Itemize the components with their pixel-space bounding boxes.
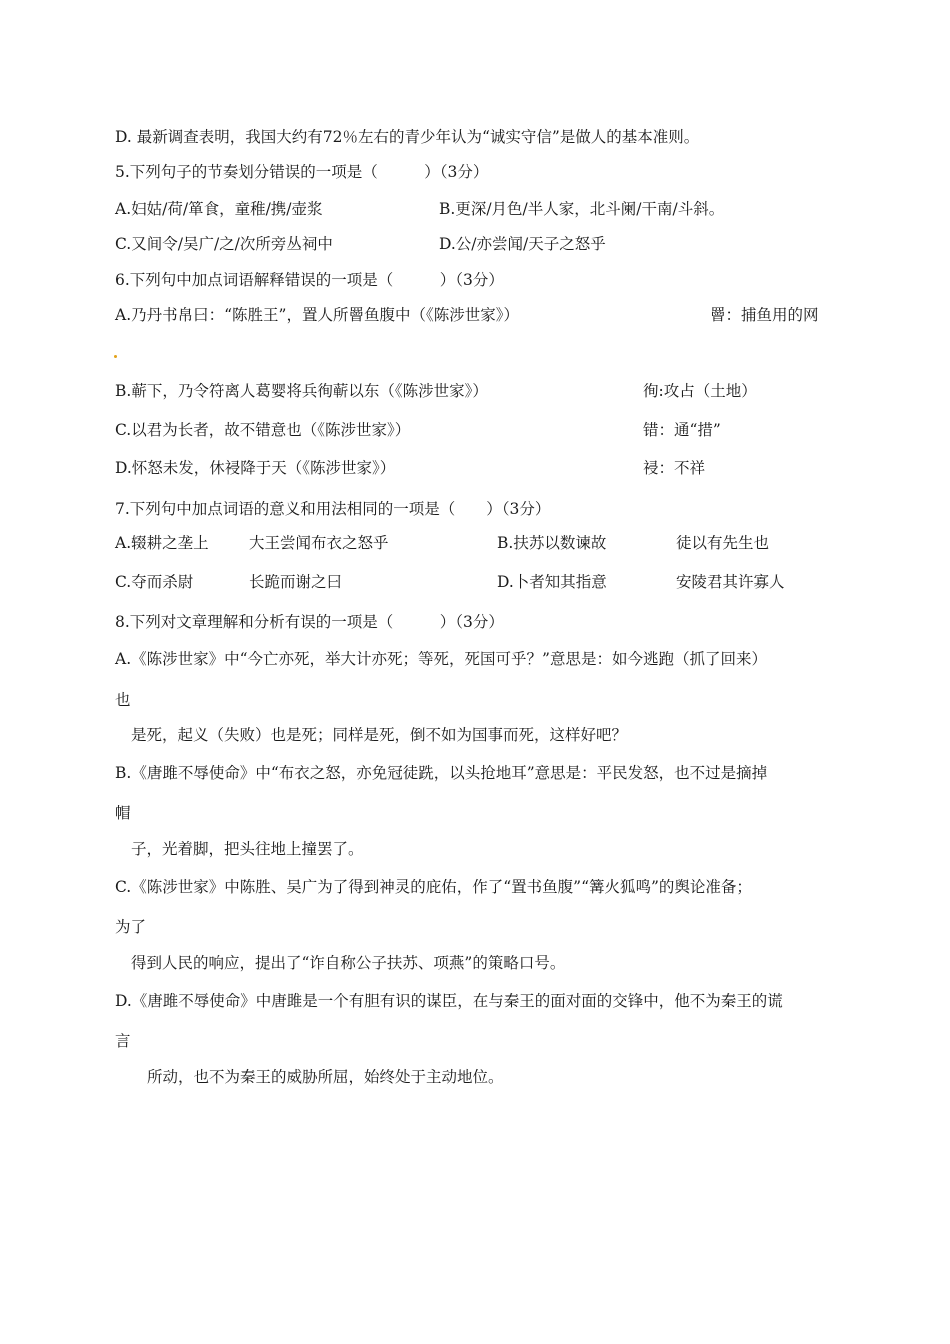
q6-option-c: C.以君为长者，故不错意也（《陈涉世家》）	[115, 421, 411, 439]
q8-option-b-wrap: 帽	[115, 804, 131, 822]
q6-option-a-gloss: 罾：捕鱼用的网	[710, 306, 819, 324]
q8-option-c-cont: 得到人民的响应，提出了“诈自称公子扶苏、项燕”的策略口号。	[131, 954, 566, 972]
q6-option-b-gloss: 徇:攻占（土地）	[643, 382, 757, 400]
question-5: 5.下列句子的节奏划分错误的一项是（ ）（3分）	[115, 163, 489, 181]
question-8: 8.下列对文章理解和分析有误的一项是（ ）（3分）	[115, 613, 504, 631]
q8-option-a-wrap: 也	[115, 691, 131, 709]
q5-option-c: C.又间令/吴广/之/次所旁丛祠中	[115, 235, 333, 253]
q7-option-a-right: 大王尝闻布衣之怒乎	[249, 534, 389, 552]
q8-option-d-cont: 所动，也不为秦王的威胁所屈，始终处于主动地位。	[147, 1068, 504, 1086]
question-7: 7.下列句中加点词语的意义和用法相同的一项是（ ）（3分）	[115, 500, 551, 518]
q8-option-b: B.《唐雎不辱使命》中“布衣之怒，亦免冠徒跣，以头抢地耳”意思是：平民发怒，也不过是摘掉	[115, 764, 768, 782]
q7-option-b-right: 徒以有先生也	[676, 534, 770, 552]
q8-option-d-wrap: 言	[115, 1032, 131, 1050]
q7-option-c-right: 长跪而谢之曰	[249, 573, 343, 591]
q8-option-a: A.《陈涉世家》中“今亡亦死，举大计亦死；等死，死国可乎？”意思是：如今逃跑（抓了回来）	[115, 650, 767, 668]
q7-option-d-right: 安陵君其许寡人	[676, 573, 785, 591]
q7-option-b-left: B.扶苏以数谏故	[497, 534, 607, 552]
q7-option-c-left: C.夺而杀尉	[115, 573, 194, 591]
q8-option-a-cont: 是死，起义（失败）也是死；同样是死，倒不如为国事而死，这样好吧？	[131, 726, 628, 744]
q5-option-a: A.妇姑/荷/箪食，童稚/携/壶浆	[115, 200, 323, 218]
q7-option-d-left: D.卜者知其指意	[497, 573, 607, 591]
option-d-statement: D. 最新调查表明，我国大约有72％左右的青少年认为“诚实守信”是做人的基本准则。	[115, 128, 700, 146]
q8-option-c-wrap: 为了	[115, 918, 147, 936]
q6-option-d-gloss: 祲：不祥	[643, 459, 706, 477]
q5-option-b: B.更深/月色/半人家，北斗阑/干南/斗斜。	[439, 200, 725, 218]
q6-option-b: B.蕲下，乃令符离人葛婴将兵徇蕲以东（《陈涉世家》）	[115, 382, 488, 400]
stray-dot-mark	[114, 355, 117, 358]
q8-option-b-cont: 子，光着脚，把头往地上撞罢了。	[131, 840, 364, 858]
q6-option-c-gloss: 错：通“措”	[643, 421, 721, 439]
q8-option-c: C.《陈涉世家》中陈胜、吴广为了得到神灵的庇佑，作了“置书鱼腹”“篝火狐鸣”的舆论准备；	[115, 878, 752, 896]
q6-option-a: A.乃丹书帛曰：“陈胜王”，置人所罾鱼腹中（《陈涉世家》）	[115, 306, 519, 324]
q8-option-d: D.《唐雎不辱使命》中唐雎是一个有胆有识的谋臣，在与秦王的面对面的交锋中，他不为秦王的谎	[115, 992, 783, 1010]
q5-option-d: D.公/亦尝闻/天子之怒乎	[439, 235, 606, 253]
q7-option-a-left: A.辍耕之垄上	[115, 534, 209, 552]
question-6: 6.下列句中加点词语解释错误的一项是（ ）（3分）	[115, 271, 504, 289]
q6-option-d: D.怀怒未发，休祲降于天（《陈涉世家》）	[115, 459, 396, 477]
